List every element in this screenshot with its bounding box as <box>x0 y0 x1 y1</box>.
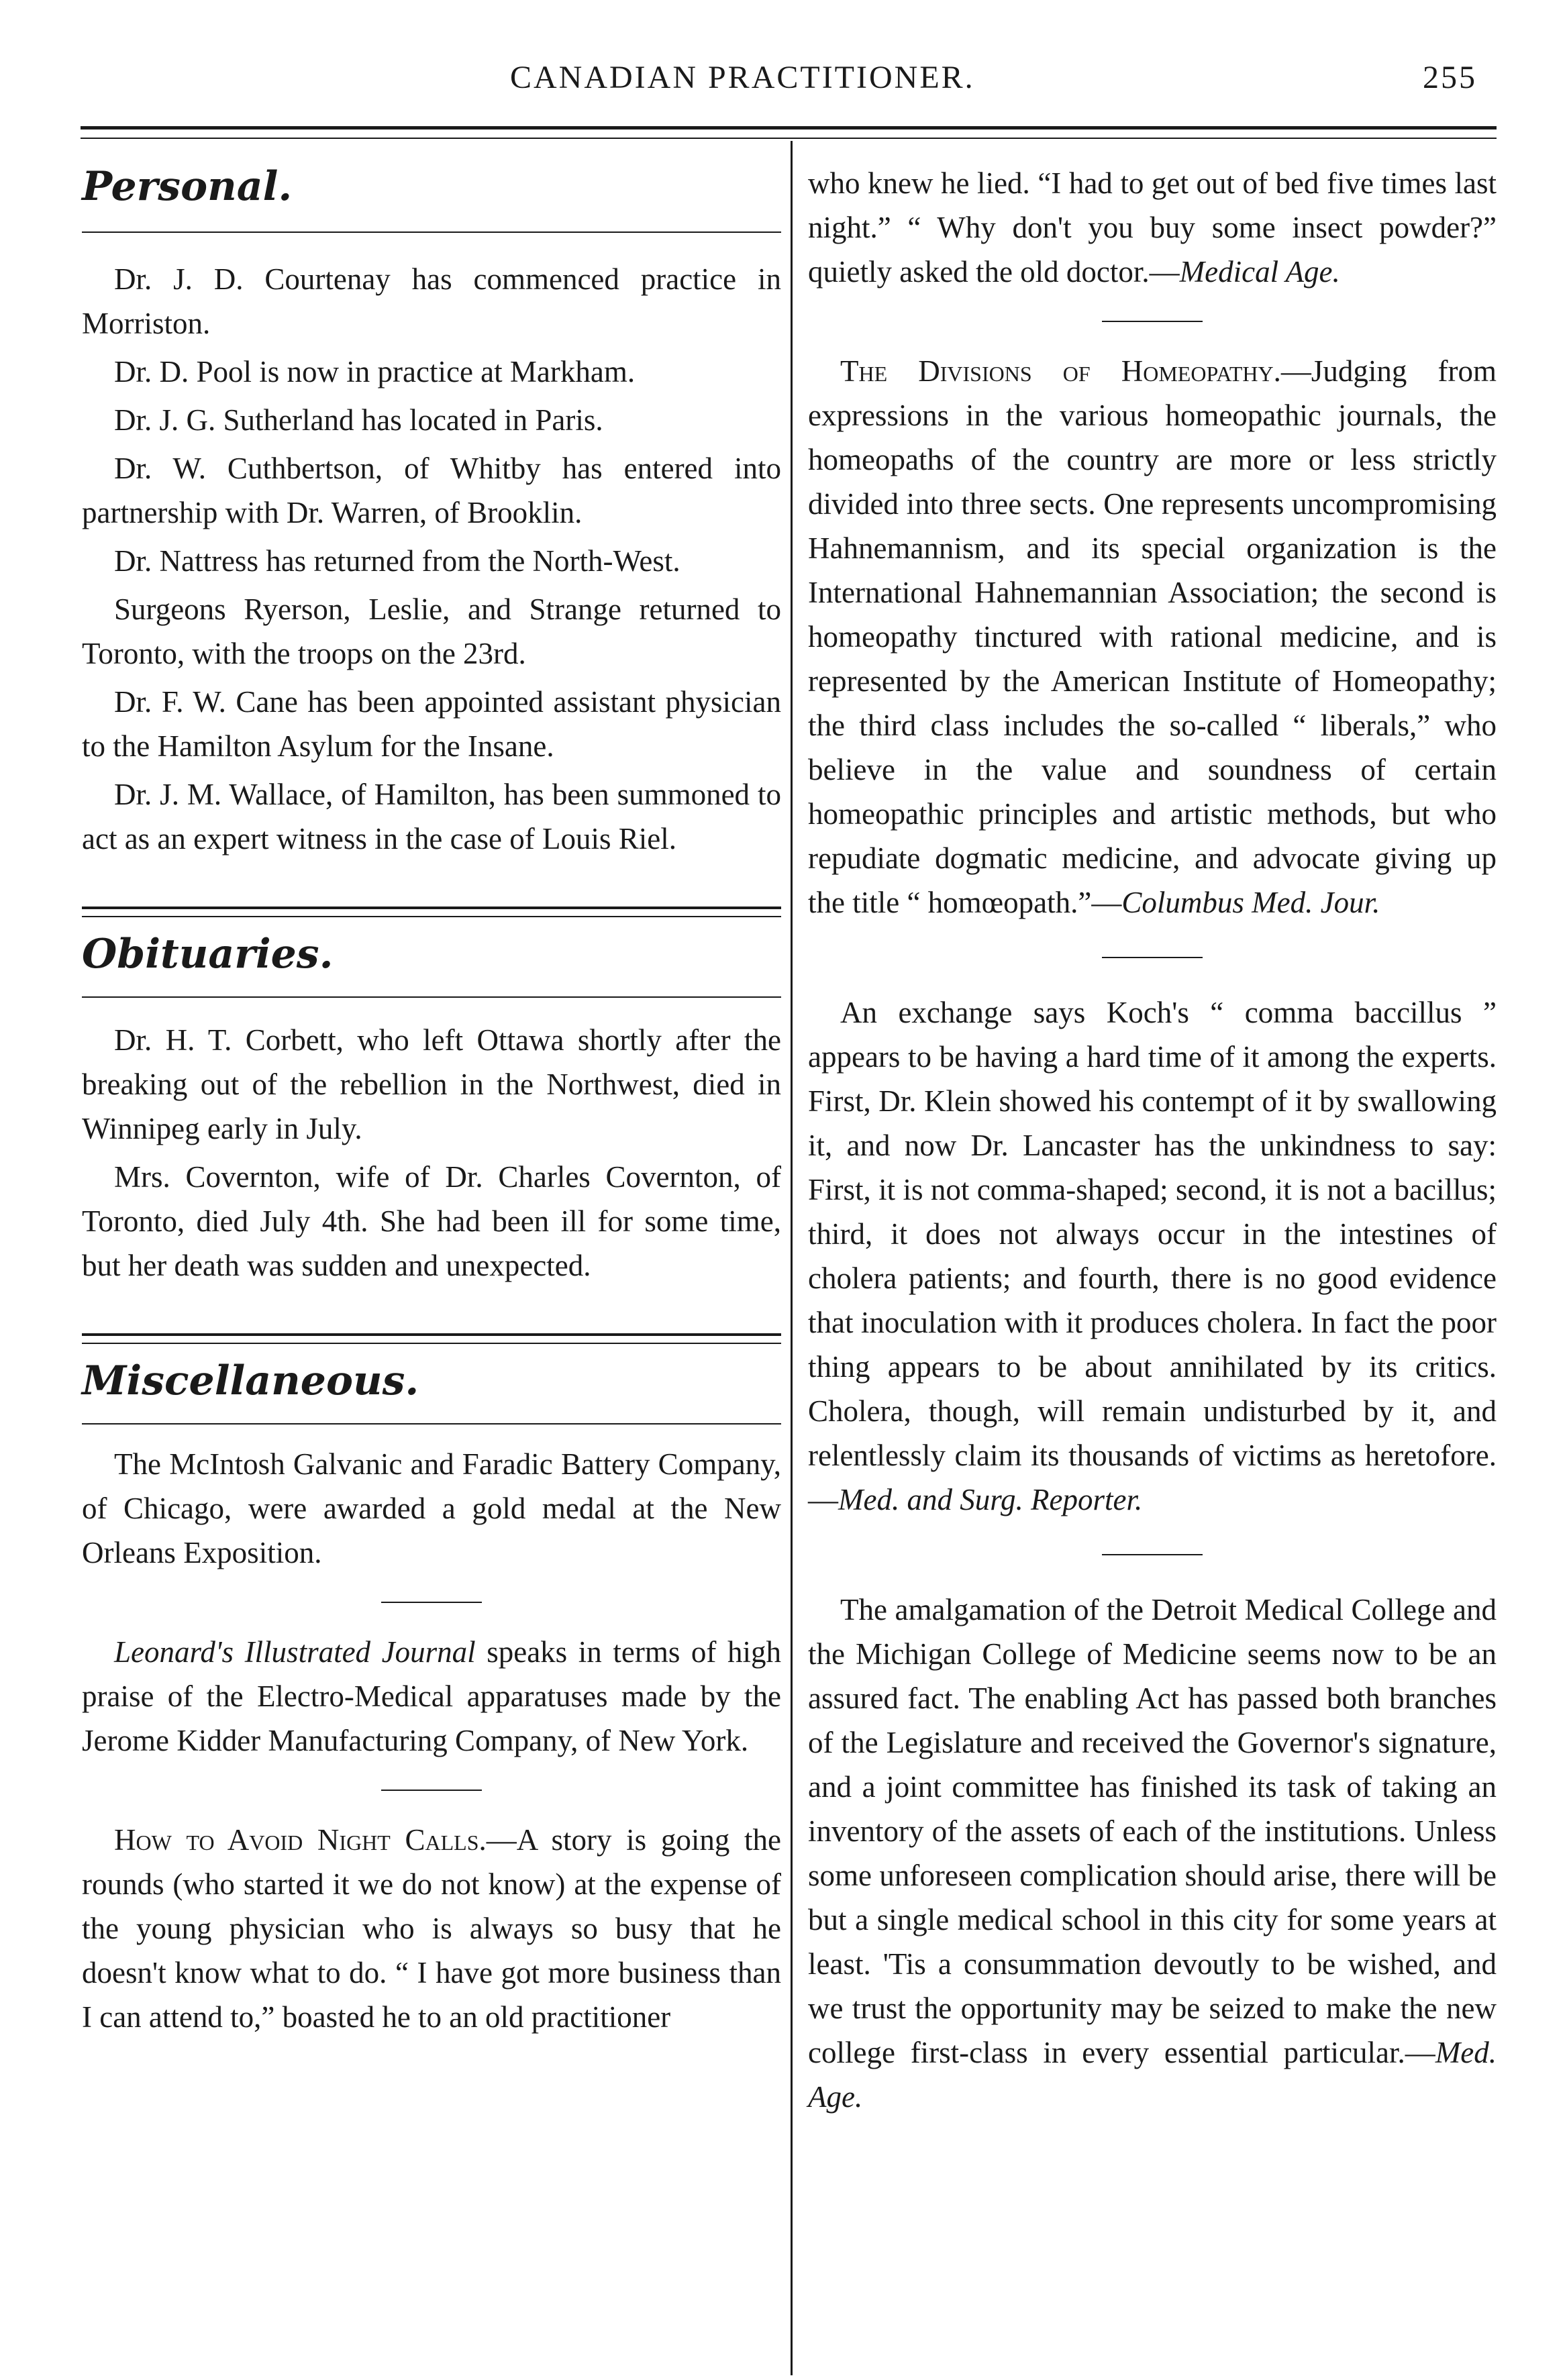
short-rule <box>1102 957 1203 958</box>
personal-heading: Personal. <box>82 163 293 210</box>
misc-rule-thin <box>82 1343 781 1344</box>
obituaries-heading: Obituaries. <box>82 931 334 978</box>
header-rule-thick <box>81 126 1497 130</box>
detroit-source: Med. Age. <box>808 2036 1497 2114</box>
night-calls-source: Medical Age. <box>1179 255 1340 289</box>
homeopathy-source: Columbus Med. Jour. <box>1121 886 1380 919</box>
obituaries-heading-rule <box>82 996 781 998</box>
personal-item: Surgeons Ryerson, Leslie, and Strange returned to Toronto, with the troops on the 23rd. <box>82 592 781 670</box>
right-column <box>808 161 1497 2119</box>
personal-item: Dr. J. M. Wallace, of Hamilton, has been summoned to act as an expert witness in the case of Louis Riel. <box>82 778 781 856</box>
personal-item: Dr. Nattress has returned from the North-West. <box>114 544 680 578</box>
personal-item: Dr. W. Cuthbertson, of Whitby has entered into partnership with Dr. Warren, of Brooklin. <box>82 452 781 529</box>
misc-heading: Miscellaneous. <box>82 1357 419 1404</box>
personal-item: Dr. D. Pool is now in practice at Markham. <box>114 355 636 389</box>
page-number: 255 <box>1423 60 1477 95</box>
misc-heading-rule <box>82 1423 781 1425</box>
header-rule-thin <box>81 138 1497 139</box>
night-calls-continued: who knew he lied. “I had to get out of bed five times last night.” “ Why don't you buy some insect powder?” quietly asked the old doctor.—Medical Age. <box>808 166 1497 289</box>
left-column <box>82 151 781 2039</box>
leonard-journal-title: Leonard's Illustrated Journal <box>114 1635 476 1669</box>
short-rule <box>1102 321 1203 322</box>
obituaries-rule-thin <box>82 916 781 917</box>
koch-paragraph: An exchange says Koch's “ comma baccillus ” appears to be having a hard time of it among the experts. First, Dr. Klein showed his contempt of it by swallowing it, and now Dr. Lancaster has the unkindness to say: First, it is not comma-shaped; second, it is not a bacillus; third, it does not always occur in the intestines of cholera patients; and fourth, there is no good evidence that inoculation with it produces cholera. In fact the poor thing appears to be about annihilated by its critics. Cholera, though, will remain undisturbed by it, and relentlessly claim its thousands of victims as heretofore.—Med. and Surg. Reporter. <box>808 996 1497 1516</box>
running-head-title: CANADIAN PRACTITIONER. <box>510 60 975 95</box>
mcintosh-paragraph: The McIntosh Galvanic and Faradic Battery Company, of Chicago, were awarded a gold medal at the New Orleans Exposition. <box>82 1447 781 1569</box>
night-calls-paragraph: How to Avoid Night Calls.—A story is going the rounds (who started it we do not know) at the expense of the young physician who is always so busy that he doesn't know what to do. “ I have got more business than I can attend to,” boasted he to an old practitioner <box>82 1823 781 2034</box>
short-rule <box>1102 1554 1203 1555</box>
detroit-paragraph: The amalgamation of the Detroit Medical College and the Michigan College of Medicine seems now to be an assured fact. The enabling Act has passed both branches of the Legislature and received the Governor's signature, and a joint committee has finished its task of taking an inventory of the assets of each of the institutions. Unless some unforeseen complication should arise, there will be but a single medical school in this city for some years at least. 'Tis a consummation devoutly to be wished, and we trust the opportunity may be seized to make the new college first-class in every essential particular.—Med. Age. <box>808 1593 1497 2114</box>
obituary-item: Dr. H. T. Corbett, who left Ottawa shortly after the breaking out of the rebellion in the Northwest, died in Winnipeg early in July. <box>82 1023 781 1145</box>
short-rule <box>381 1790 482 1791</box>
column-divider <box>791 141 793 2375</box>
night-calls-heading: How to Avoid Night Calls. <box>114 1823 487 1857</box>
homeopathy-paragraph: The Divisions of Homeopathy.—Judging from expressions in the various homeopathic journals, the homeopaths of the country are more or less strictly divided into three sects. One represents uncompromising Hahnemannism, and its special organization is the International Hahnemannian Association; the second is homeopathy tinctured with rational medicine, and is represented by the American Institute of Homeopathy; the third class includes the so-called “ liberals,” who believe in the value and soundness of certain homeopathic principles and artistic methods, but who repudiate dogmatic medicine, and advocate giving up the title “ homœopath.”—Columbus Med. Jour. <box>808 354 1497 919</box>
koch-source: Med. and Surg. Reporter. <box>838 1483 1143 1516</box>
homeopathy-heading: The Divisions of Homeopathy. <box>840 354 1281 388</box>
personal-heading-rule <box>82 231 781 233</box>
personal-item: Dr. F. W. Cane has been appointed assistant physician to the Hamilton Asylum for the Insane. <box>82 685 781 763</box>
leonard-paragraph: Leonard's Illustrated Journal speaks in terms of high praise of the Electro-Medical apparatuses made by the Jerome Kidder Manufacturing Company, of New York. <box>82 1635 782 1757</box>
personal-item: Dr. J. D. Courtenay has commenced practice in Morriston. <box>82 262 781 340</box>
obituaries-rule-thick <box>82 907 781 909</box>
misc-rule-thick <box>82 1333 781 1336</box>
obituary-item: Mrs. Covernton, wife of Dr. Charles Covernton, of Toronto, died July 4th. She had been ill for some time, but her death was sudden and unexpected. <box>82 1160 781 1282</box>
personal-item: Dr. J. G. Sutherland has located in Paris. <box>114 403 603 437</box>
short-rule <box>381 1602 482 1603</box>
